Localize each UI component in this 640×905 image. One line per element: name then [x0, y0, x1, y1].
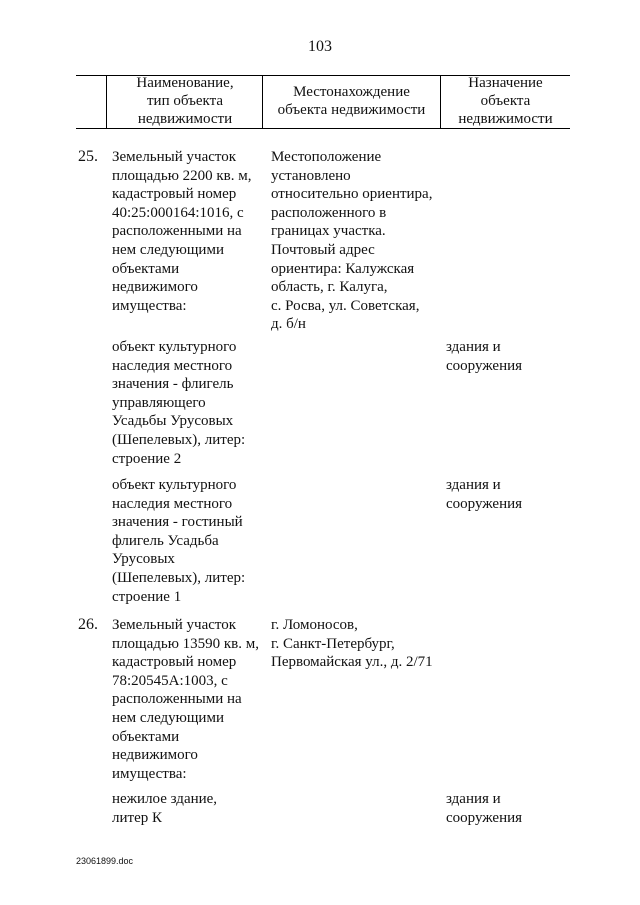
row-name: объект культурного наследия местного значения - флигель управляющего Усадьбы Урусовых (Шепелевых), литер: строение 2	[112, 339, 246, 467]
row-location: г. Ломоносов, г. Санкт-Петербург, Первомайская ул., д. 2/71	[271, 617, 433, 671]
header-col-location: Местонахождение объекта недвижимости	[277, 84, 426, 118]
header-col-name: Наименование, тип объекта недвижимости	[136, 75, 234, 127]
footer-filename: 23061899.doc	[76, 856, 134, 866]
page-number: 103	[308, 38, 332, 55]
row-purpose: здания и сооружения	[446, 477, 523, 512]
row-purpose: здания и сооружения	[446, 791, 523, 826]
header-divider-1	[106, 75, 107, 128]
row-name: нежилое здание, литер К	[112, 791, 218, 826]
header-bottom-rule	[76, 128, 570, 129]
row-purpose: здания и сооружения	[446, 339, 523, 374]
row-number: 25.	[78, 148, 98, 165]
row-name: объект культурного наследия местного значения - гостиный флигель Усадьба Урусовых (Шепелевых), литер: строение 1	[112, 477, 246, 605]
row-number: 26.	[78, 616, 98, 633]
row-location: Местоположение установлено относительно ориентира, расположенного в границах участка. Почтовый адрес ориентира: Калужская область, г. Калуга, с. Росва, ул. Советская, д. б/н	[271, 149, 433, 333]
row-name: Земельный участок площадью 13590 кв. м, кадастровый номер 78:20545А:1003, с расположенными на нем следующими объектами недвижимого имущества:	[112, 617, 260, 782]
header-col-purpose: Назначение объекта недвижимости	[458, 75, 553, 127]
row-name: Земельный участок площадью 2200 кв. м, кадастровый номер 40:25:000164:1016, с расположенными на нем следующими объектами недвижимого имущества:	[112, 149, 252, 314]
